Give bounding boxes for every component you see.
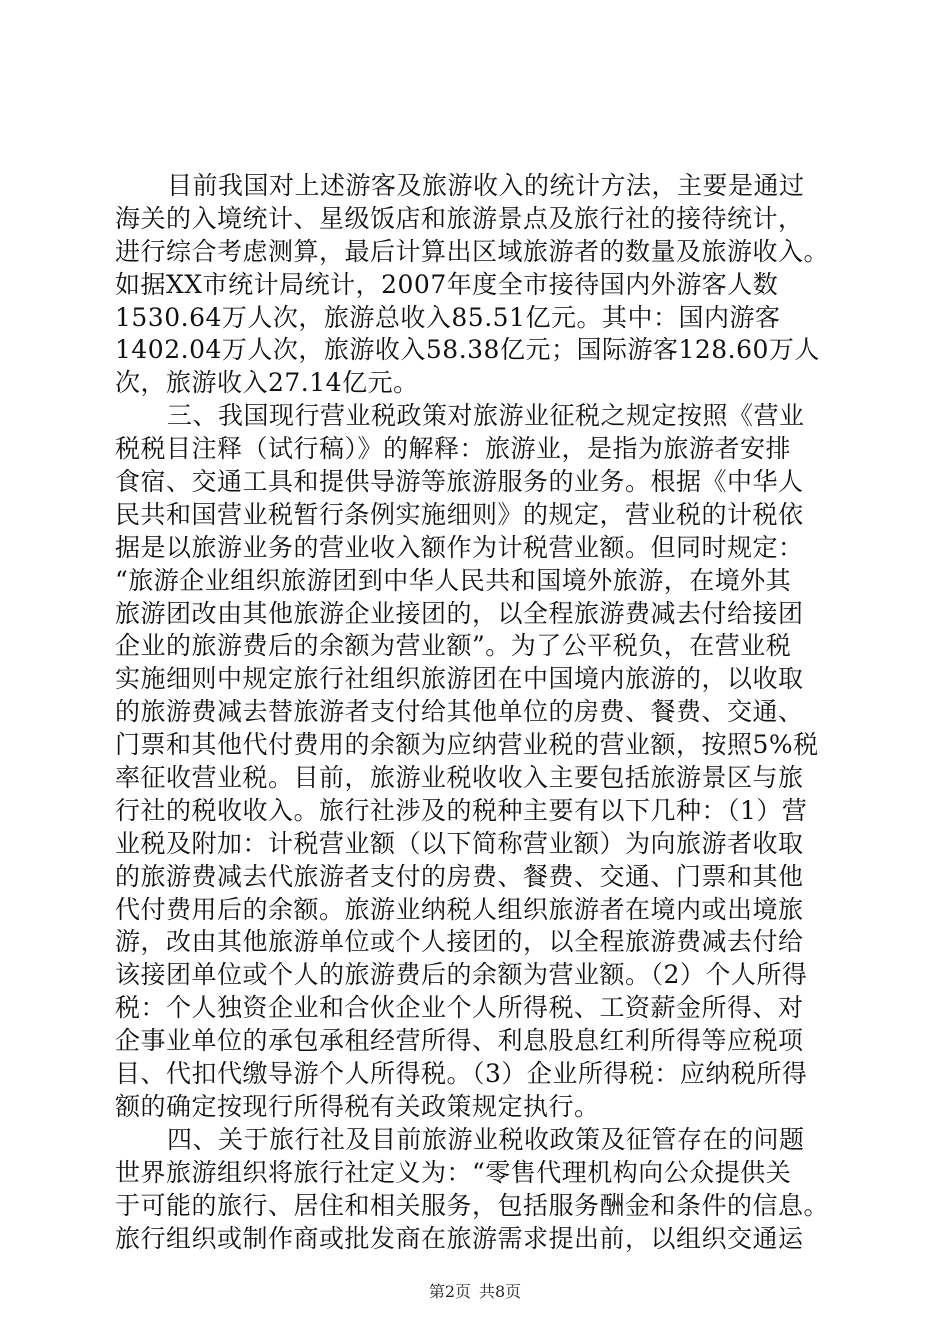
text-line: 据是以旅游业务的营业收入额作为计税营业额。但同时规定： (115, 532, 804, 562)
section-heading-line: 四、关于旅行社及目前旅游业税收政策及征管存在的问题 (167, 1124, 805, 1154)
text-line: 税：个人独资企业和合伙企业个人所得税、工资薪金所得、对 (115, 993, 804, 1023)
text-line: 1530.64万人次，旅游总收入85.51亿元。其中：国内游客 (115, 302, 781, 332)
text-line: 旅行组织或制作商或批发商在旅游需求提出前，以组织交通运 (115, 1223, 804, 1253)
text-line: 该接团单位或个人的旅游费后的余额为营业额。（2）个人所得 (115, 960, 808, 990)
text-line: 企业的旅游费后的余额为营业额”。为了公平税负，在营业税 (115, 631, 792, 661)
text-line: 次，旅游收入27.14亿元。 (115, 368, 419, 398)
page-footer (0, 1279, 950, 1302)
text-line: 实施细则中规定旅行社组织旅游团在中国境内旅游的，以收取 (115, 664, 804, 694)
document-body (115, 170, 835, 1255)
text-line: 世界旅游组织将旅行社定义为：“零售代理机构向公众提供关 (115, 1157, 792, 1187)
text-line: 率征收营业税。目前，旅游业税收收入主要包括旅游景区与旅 (115, 763, 804, 793)
text-line: 1402.04万人次，旅游收入58.38亿元；国际游客128.60万人 (115, 335, 820, 365)
text-line: 行社的税收收入。旅行社涉及的税种主要有以下几种：（1）营 (115, 795, 808, 825)
text-line: 目前我国对上述游客及旅游收入的统计方法，主要是通过 (167, 171, 805, 200)
text-line: 企事业单位的承包承租经营所得、利息股息红利所得等应税项 (115, 1026, 804, 1056)
text-line: 额的确定按现行所得税有关政策规定执行。 (115, 1091, 600, 1121)
text-line: “旅游企业组织旅游团到中华人民共和国境外旅游，在境外其 (115, 565, 792, 595)
section-heading-line: 三、我国现行营业税政策对旅游业征税之规定按照《营业 (167, 401, 805, 431)
text-line: 代付费用后的余额。旅游业纳税人组织旅游者在境内或出境旅 (115, 894, 804, 924)
text-line: 游，改由其他旅游单位或个人接团的，以全程旅游费减去付给 (115, 927, 804, 957)
text-line: 门票和其他代付费用的余额为应纳营业税的营业额，按照5%税 (115, 730, 819, 760)
text-line: 如据XX市统计局统计，2007年度全市接待国内外游客人数 (115, 269, 779, 299)
text-line: 旅游团改由其他旅游企业接团的，以全程旅游费减去付给接团 (115, 598, 804, 628)
text-line: 食宿、交通工具和提供导游等旅游服务的业务。根据《中华人 (115, 467, 804, 497)
page-total: 共8页 (479, 1282, 522, 1301)
text-line: 目、代扣代缴导游个人所得税。（3）企业所得税：应纳税所得 (115, 1059, 808, 1089)
text-line: 民共和国营业税暂行条例实施细则》的规定，营业税的计税依 (115, 499, 804, 529)
text-line: 海关的入境统计、星级饭店和旅游景点及旅行社的接待统计， (115, 203, 804, 233)
text-line: 的旅游费减去替旅游者支付给其他单位的房费、餐费、交通、 (115, 697, 804, 727)
text-line: 业税及附加：计税营业额（以下简称营业额）为向旅游者收取 (115, 828, 804, 858)
text-line: 的旅游费减去代旅游者支付的房费、餐费、交通、门票和其他 (115, 861, 804, 891)
text-line: 税税目注释（试行稿）》的解释：旅游业，是指为旅游者安排 (115, 434, 792, 464)
page-number: 第2页 (428, 1282, 471, 1301)
text-line: 于可能的旅行、居住和相关服务，包括服务酬金和条件的信息。 (115, 1190, 830, 1220)
text-line: 进行综合考虑测算，最后计算出区域旅游者的数量及旅游收入。 (115, 236, 830, 266)
